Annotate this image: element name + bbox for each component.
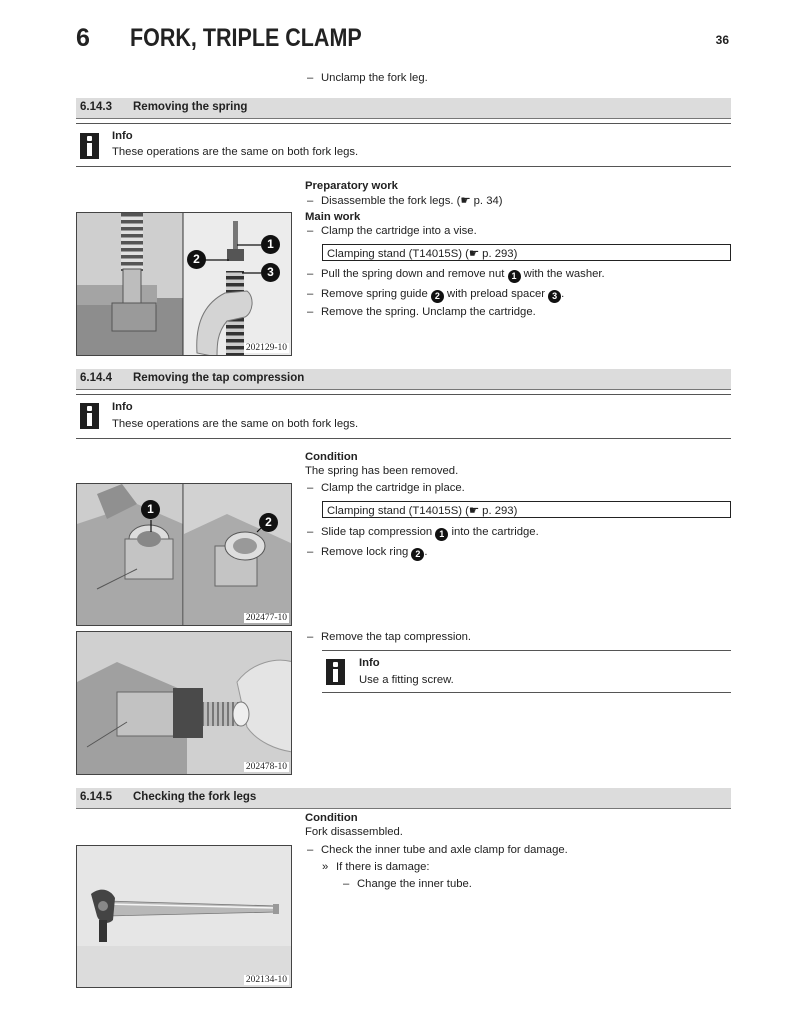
step-4: – Remove the tap compression. [307, 631, 472, 643]
info-title: Info [112, 401, 133, 413]
section-number: 6.14.5 [80, 791, 112, 803]
chapter-title: FORK, TRIPLE CLAMP [130, 24, 362, 52]
info-title: Info [359, 657, 380, 669]
prep-step: – Disassemble the fork legs. (☛ p. 34) [307, 195, 503, 207]
section-number: 6.14.4 [80, 372, 112, 384]
fork-leg-illustration [77, 846, 292, 988]
tool-label: Clamping stand (T14015S) (☛ p. 293) [327, 248, 518, 260]
image-code: 202477-10 [245, 613, 287, 623]
section-header-6-14-3 [76, 98, 731, 119]
section-title: Removing the spring [133, 101, 248, 113]
image-code: 202478-10 [245, 762, 287, 772]
main-step-4: – Remove the spring. Unclamp the cartridge. [307, 306, 536, 318]
main-step-2: – Pull the spring down and remove nut 1 with the washer. [307, 268, 605, 281]
condition-title: Condition [305, 812, 358, 824]
tool-label: Clamping stand (T14015S) (☛ p. 293) [327, 505, 518, 517]
step-3: – Remove lock ring 2 . [307, 546, 428, 559]
divider [76, 166, 731, 167]
section-header-6-14-4 [76, 369, 731, 390]
sub-step: – Change the inner tube. [343, 878, 472, 890]
number-badge: 1 [435, 528, 448, 541]
callout-2: 2 [187, 250, 206, 269]
tap-compression-removal-photo [76, 631, 292, 775]
main-step-1: – Clamp the cartridge into a vise. [307, 225, 477, 237]
number-badge: 1 [508, 270, 521, 283]
preparatory-work-title: Preparatory work [305, 180, 398, 192]
if-condition: » If there is damage: [322, 861, 430, 873]
number-badge: 2 [431, 290, 444, 303]
main-work-title: Main work [305, 211, 361, 223]
callout-2: 2 [259, 513, 278, 532]
info-text: These operations are the same on both fork legs. [112, 146, 359, 158]
section-number: 6.14.3 [80, 101, 112, 113]
condition-text: Fork disassembled. [305, 826, 403, 838]
step-1: – Check the inner tube and axle clamp for damage. [307, 844, 568, 856]
image-code: 202129-10 [245, 343, 287, 353]
tap-compression-illustration [77, 484, 292, 626]
number-badge: 3 [548, 290, 561, 303]
divider [76, 394, 731, 395]
intro-step: – Unclamp the fork leg. [307, 72, 428, 84]
callout-1: 1 [141, 500, 160, 519]
divider [322, 650, 731, 651]
step-2: – Slide tap compression 1 into the cartridge. [307, 526, 539, 539]
callout-3: 3 [261, 263, 280, 282]
tool-box [322, 501, 731, 518]
page-number: 36 [715, 33, 729, 47]
divider [76, 438, 731, 439]
condition-text: The spring has been removed. [305, 465, 459, 477]
callout-1: 1 [261, 235, 280, 254]
fork-leg-photo [76, 845, 292, 988]
number-badge: 2 [411, 548, 424, 561]
spring-removal-illustration [77, 213, 292, 356]
chapter-number: 6 [76, 24, 91, 52]
info-icon [80, 133, 99, 159]
section-title: Removing the tap compression [133, 372, 305, 384]
divider [322, 692, 731, 693]
info-title: Info [112, 130, 133, 142]
info-text: Use a fitting screw. [359, 674, 454, 686]
condition-title: Condition [305, 451, 358, 463]
main-step-3: – Remove spring guide 2 with preload spacer 3 . [307, 288, 565, 301]
section-title: Checking the fork legs [133, 791, 257, 803]
divider [76, 123, 731, 124]
section-header-6-14-5 [76, 788, 731, 809]
step-1: – Clamp the cartridge in place. [307, 482, 465, 494]
tool-box [322, 244, 731, 261]
tap-compression-removal-illustration [77, 632, 292, 775]
image-code: 202134-10 [245, 975, 287, 985]
info-icon [80, 403, 99, 429]
tap-compression-photo [76, 483, 292, 626]
spring-removal-photo [76, 212, 292, 356]
info-icon [326, 659, 345, 685]
info-text: These operations are the same on both fork legs. [112, 418, 359, 430]
